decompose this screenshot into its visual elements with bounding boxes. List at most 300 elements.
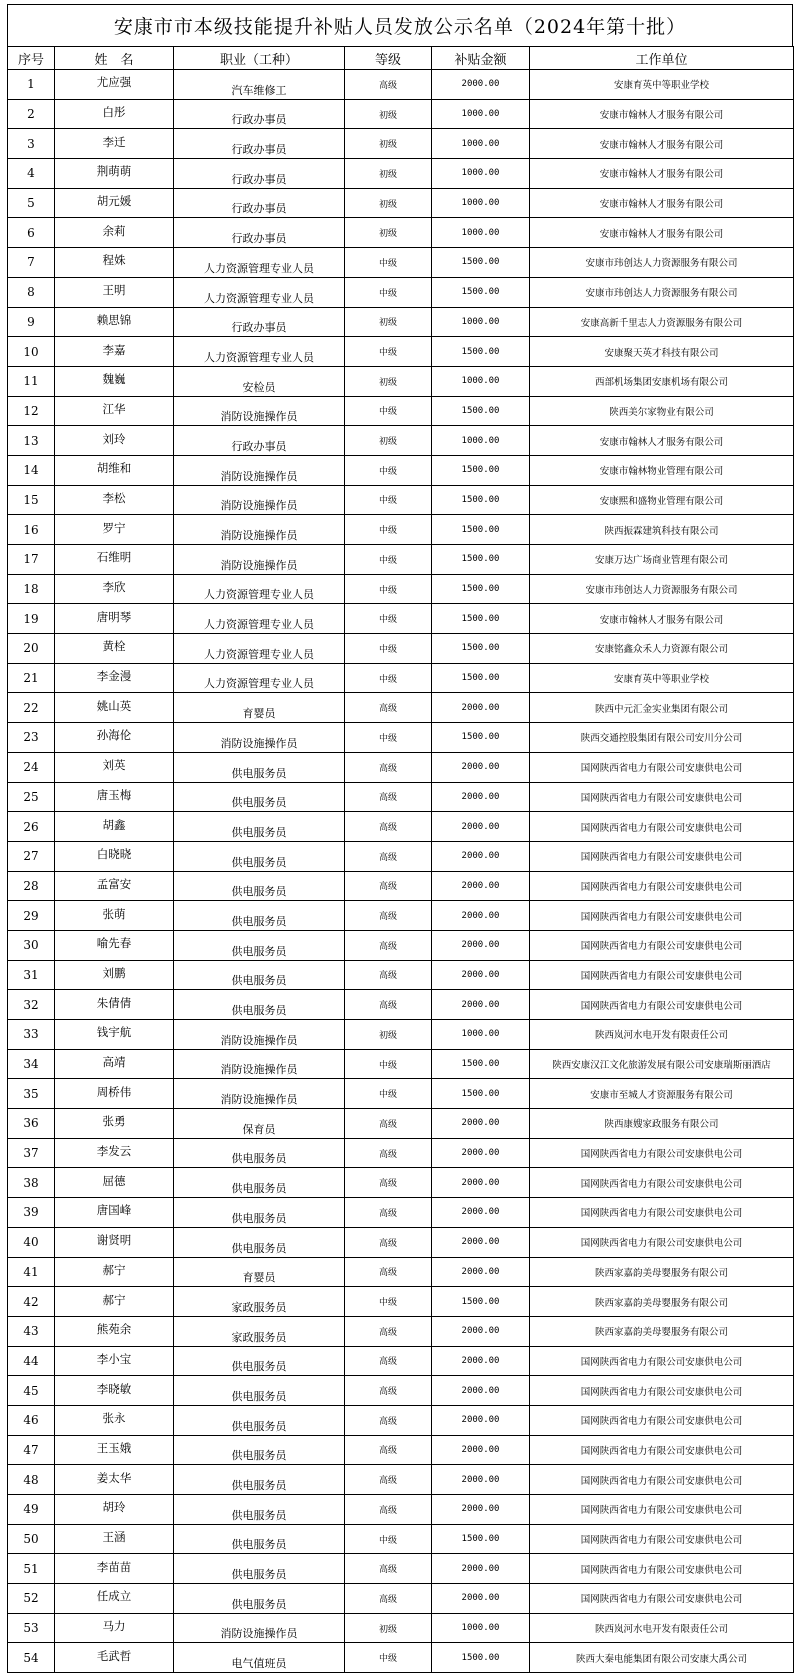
work-unit: 国网陕西省电力有限公司安康供电公司 [530,1524,794,1554]
work-unit: 国网陕西省电力有限公司安康供电公司 [530,752,794,782]
subsidy-amount: 2000.00 [432,1465,530,1495]
table-row [8,1405,794,1435]
person-name: 李发云 [55,1138,174,1168]
skill-level: 高级 [345,1198,432,1228]
work-unit: 西部机场集团安康机场有限公司 [530,366,794,396]
row-seq: 41 [8,1257,55,1287]
person-name: 王涵 [55,1524,174,1554]
subsidy-amount: 1000.00 [432,218,530,248]
occupation: 消防设施操作员 [174,1613,345,1643]
occupation: 消防设施操作员 [174,545,345,575]
skill-level: 高级 [345,1554,432,1584]
subsidy-amount: 1000.00 [432,129,530,159]
table-row [8,574,794,604]
row-seq: 54 [8,1643,55,1673]
header-occupation: 职业（工种） [174,47,345,70]
work-unit: 安康市翰林人才服务有限公司 [530,604,794,634]
row-seq: 7 [8,248,55,278]
person-name: 魏巍 [55,366,174,396]
table-row [8,1020,794,1050]
skill-level: 中级 [345,1524,432,1554]
skill-level: 中级 [345,723,432,753]
header-row [8,47,794,70]
row-seq: 3 [8,129,55,159]
skill-level: 高级 [345,693,432,723]
person-name: 黄栓 [55,634,174,664]
occupation: 供电服务员 [174,1584,345,1614]
occupation: 消防设施操作员 [174,455,345,485]
table-row [8,723,794,753]
person-name: 李松 [55,485,174,515]
subsidy-amount: 1500.00 [432,515,530,545]
person-name: 毛武哲 [55,1643,174,1673]
occupation: 供电服务员 [174,1168,345,1198]
skill-level: 初级 [345,1613,432,1643]
work-unit: 国网陕西省电力有限公司安康供电公司 [530,841,794,871]
occupation: 供电服务员 [174,752,345,782]
work-unit: 安康市玮创达人力资源服务有限公司 [530,248,794,278]
person-name: 胡维和 [55,455,174,485]
work-unit: 安康市翰林人才服务有限公司 [530,159,794,189]
subsidy-amount: 1500.00 [432,634,530,664]
skill-level: 高级 [345,901,432,931]
skill-level: 高级 [345,1465,432,1495]
subsidy-amount: 1000.00 [432,99,530,129]
row-seq: 22 [8,693,55,723]
occupation: 行政办事员 [174,188,345,218]
row-seq: 43 [8,1316,55,1346]
skill-level: 中级 [345,1079,432,1109]
subsidy-amount: 1000.00 [432,307,530,337]
skill-level: 中级 [345,248,432,278]
work-unit: 安康育英中等职业学校 [530,70,794,100]
table-row [8,515,794,545]
occupation: 消防设施操作员 [174,723,345,753]
table-row [8,693,794,723]
skill-level: 中级 [345,277,432,307]
occupation: 供电服务员 [174,1554,345,1584]
person-name: 王玉娥 [55,1435,174,1465]
skill-level: 高级 [345,1316,432,1346]
table-row [8,70,794,100]
row-seq: 35 [8,1079,55,1109]
row-seq: 46 [8,1405,55,1435]
occupation: 人力资源管理专业人员 [174,277,345,307]
subsidy-amount: 2000.00 [432,871,530,901]
subsidy-table [7,46,794,1673]
subsidy-amount: 2000.00 [432,693,530,723]
person-name: 程姝 [55,248,174,278]
work-unit: 安康铭鑫众禾人力资源有限公司 [530,634,794,664]
work-unit: 安康市翰林人才服务有限公司 [530,218,794,248]
person-name: 张永 [55,1405,174,1435]
occupation: 供电服务员 [174,990,345,1020]
row-seq: 34 [8,1049,55,1079]
subsidy-amount: 1000.00 [432,1613,530,1643]
table-row [8,485,794,515]
row-seq: 19 [8,604,55,634]
subsidy-amount: 2000.00 [432,1138,530,1168]
row-seq: 18 [8,574,55,604]
skill-level: 初级 [345,1020,432,1050]
table-row [8,901,794,931]
row-seq: 14 [8,455,55,485]
occupation: 人力资源管理专业人员 [174,604,345,634]
table-row [8,307,794,337]
person-name: 朱倩倩 [55,990,174,1020]
skill-level: 高级 [345,1227,432,1257]
subsidy-amount: 2000.00 [432,1554,530,1584]
row-seq: 13 [8,426,55,456]
skill-level: 高级 [345,1109,432,1139]
header-seq: 序号 [8,47,55,70]
table-row [8,871,794,901]
row-seq: 23 [8,723,55,753]
skill-level: 中级 [345,337,432,367]
person-name: 唐玉梅 [55,782,174,812]
work-unit: 国网陕西省电力有限公司安康供电公司 [530,1405,794,1435]
table-row [8,1376,794,1406]
occupation: 供电服务员 [174,1346,345,1376]
row-seq: 26 [8,812,55,842]
person-name: 孙海伦 [55,723,174,753]
skill-level: 高级 [345,1168,432,1198]
person-name: 石维明 [55,545,174,575]
skill-level: 高级 [345,930,432,960]
occupation: 人力资源管理专业人员 [174,574,345,604]
work-unit: 国网陕西省电力有限公司安康供电公司 [530,1138,794,1168]
work-unit: 陕西振霖建筑科技有限公司 [530,515,794,545]
skill-level: 中级 [345,574,432,604]
person-name: 唐国峰 [55,1198,174,1228]
skill-level: 中级 [345,604,432,634]
occupation: 人力资源管理专业人员 [174,248,345,278]
row-seq: 37 [8,1138,55,1168]
row-seq: 52 [8,1584,55,1614]
person-name: 姚山英 [55,693,174,723]
work-unit: 国网陕西省电力有限公司安康供电公司 [530,812,794,842]
work-unit: 国网陕西省电力有限公司安康供电公司 [530,1168,794,1198]
subsidy-amount: 2000.00 [432,752,530,782]
person-name: 荆萌萌 [55,159,174,189]
skill-level: 高级 [345,871,432,901]
skill-level: 高级 [345,990,432,1020]
subsidy-amount: 1500.00 [432,248,530,278]
subsidy-amount: 2000.00 [432,901,530,931]
skill-level: 中级 [345,634,432,664]
work-unit: 陕西中元汇金实业集团有限公司 [530,693,794,723]
subsidy-amount: 1500.00 [432,396,530,426]
work-unit: 国网陕西省电力有限公司安康供电公司 [530,930,794,960]
occupation: 行政办事员 [174,426,345,456]
skill-level: 高级 [345,841,432,871]
row-seq: 16 [8,515,55,545]
table-row [8,426,794,456]
row-seq: 24 [8,752,55,782]
row-seq: 53 [8,1613,55,1643]
table-row [8,1584,794,1614]
person-name: 胡元媛 [55,188,174,218]
row-seq: 9 [8,307,55,337]
subsidy-amount: 1500.00 [432,455,530,485]
document-title: 安康市市本级技能提升补贴人员发放公示名单（2024年第十批） [7,4,793,46]
row-seq: 27 [8,841,55,871]
occupation: 汽车维修工 [174,70,345,100]
person-name: 熊苑余 [55,1316,174,1346]
work-unit: 陕西岚河水电开发有限责任公司 [530,1020,794,1050]
skill-level: 高级 [345,812,432,842]
occupation: 供电服务员 [174,1376,345,1406]
person-name: 钱宇航 [55,1020,174,1050]
table-row [8,396,794,426]
subsidy-amount: 2000.00 [432,930,530,960]
occupation: 消防设施操作员 [174,1049,345,1079]
person-name: 屈德 [55,1168,174,1198]
row-seq: 28 [8,871,55,901]
occupation: 保育员 [174,1109,345,1139]
row-seq: 51 [8,1554,55,1584]
table-row [8,1287,794,1317]
person-name: 王明 [55,277,174,307]
table-header [8,47,794,70]
person-name: 江华 [55,396,174,426]
skill-level: 中级 [345,396,432,426]
subsidy-amount: 1500.00 [432,485,530,515]
subsidy-amount: 2000.00 [432,1346,530,1376]
skill-level: 中级 [345,1287,432,1317]
work-unit: 安康育英中等职业学校 [530,663,794,693]
person-name: 李迁 [55,129,174,159]
person-name: 刘玲 [55,426,174,456]
skill-level: 高级 [345,70,432,100]
occupation: 供电服务员 [174,1138,345,1168]
skill-level: 初级 [345,99,432,129]
work-unit: 国网陕西省电力有限公司安康供电公司 [530,1465,794,1495]
skill-level: 高级 [345,1138,432,1168]
table-row [8,1613,794,1643]
person-name: 余莉 [55,218,174,248]
person-name: 李欣 [55,574,174,604]
row-seq: 50 [8,1524,55,1554]
work-unit: 国网陕西省电力有限公司安康供电公司 [530,1346,794,1376]
work-unit: 陕西大秦电能集团有限公司安康大禹公司 [530,1643,794,1673]
table-row [8,1049,794,1079]
skill-level: 中级 [345,1049,432,1079]
skill-level: 初级 [345,426,432,456]
skill-level: 高级 [345,1405,432,1435]
occupation: 行政办事员 [174,218,345,248]
skill-level: 高级 [345,752,432,782]
row-seq: 31 [8,960,55,990]
subsidy-amount: 1500.00 [432,1079,530,1109]
work-unit: 陕西交通控股集团有限公司安川分公司 [530,723,794,753]
table-row [8,99,794,129]
subsidy-amount: 1500.00 [432,723,530,753]
work-unit: 陕西家嘉韵美母婴服务有限公司 [530,1287,794,1317]
row-seq: 49 [8,1495,55,1525]
row-seq: 48 [8,1465,55,1495]
occupation: 行政办事员 [174,307,345,337]
subsidy-amount: 1500.00 [432,545,530,575]
subsidy-list-sheet [7,4,793,1673]
occupation: 行政办事员 [174,159,345,189]
table-row [8,1495,794,1525]
work-unit: 陕西康嫂家政服务有限公司 [530,1109,794,1139]
skill-level: 中级 [345,455,432,485]
subsidy-amount: 2000.00 [432,960,530,990]
occupation: 供电服务员 [174,871,345,901]
table-row [8,1435,794,1465]
person-name: 尤应强 [55,70,174,100]
occupation: 行政办事员 [174,99,345,129]
row-seq: 5 [8,188,55,218]
skill-level: 高级 [345,1584,432,1614]
subsidy-amount: 2000.00 [432,1257,530,1287]
table-row [8,1346,794,1376]
row-seq: 1 [8,70,55,100]
subsidy-amount: 1500.00 [432,574,530,604]
subsidy-amount: 2000.00 [432,1405,530,1435]
person-name: 李小宝 [55,1346,174,1376]
table-row [8,752,794,782]
skill-level: 中级 [345,485,432,515]
table-row [8,812,794,842]
work-unit: 陕西安康汉江文化旅游发展有限公司安康瑞斯丽酒店 [530,1049,794,1079]
occupation: 家政服务员 [174,1316,345,1346]
row-seq: 21 [8,663,55,693]
subsidy-amount: 2000.00 [432,1316,530,1346]
person-name: 刘英 [55,752,174,782]
table-row [8,1227,794,1257]
occupation: 供电服务员 [174,782,345,812]
person-name: 张勇 [55,1109,174,1139]
occupation: 供电服务员 [174,1405,345,1435]
person-name: 李嘉 [55,337,174,367]
row-seq: 45 [8,1376,55,1406]
skill-level: 初级 [345,307,432,337]
work-unit: 陕西家嘉韵美母婴服务有限公司 [530,1316,794,1346]
row-seq: 20 [8,634,55,664]
subsidy-amount: 1500.00 [432,277,530,307]
subsidy-amount: 2000.00 [432,812,530,842]
row-seq: 12 [8,396,55,426]
table-row [8,277,794,307]
row-seq: 8 [8,277,55,307]
person-name: 胡鑫 [55,812,174,842]
skill-level: 中级 [345,515,432,545]
subsidy-amount: 1000.00 [432,366,530,396]
table-row [8,1643,794,1673]
subsidy-amount: 1000.00 [432,426,530,456]
subsidy-amount: 1500.00 [432,337,530,367]
table-row [8,782,794,812]
subsidy-amount: 1500.00 [432,604,530,634]
table-row [8,930,794,960]
skill-level: 中级 [345,545,432,575]
skill-level: 中级 [345,663,432,693]
table-row [8,663,794,693]
work-unit: 安康市玮创达人力资源服务有限公司 [530,277,794,307]
occupation: 供电服务员 [174,960,345,990]
work-unit: 国网陕西省电力有限公司安康供电公司 [530,1227,794,1257]
subsidy-amount: 1500.00 [432,1049,530,1079]
table-row [8,1554,794,1584]
person-name: 马力 [55,1613,174,1643]
occupation: 消防设施操作员 [174,396,345,426]
header-amount: 补贴金额 [432,47,530,70]
occupation: 供电服务员 [174,1465,345,1495]
row-seq: 17 [8,545,55,575]
table-row [8,455,794,485]
work-unit: 国网陕西省电力有限公司安康供电公司 [530,960,794,990]
table-row [8,159,794,189]
table-row [8,1465,794,1495]
occupation: 育婴员 [174,1257,345,1287]
person-name: 孟富安 [55,871,174,901]
table-row [8,1524,794,1554]
work-unit: 陕西家嘉韵美母婴服务有限公司 [530,1257,794,1287]
work-unit: 安康市玮创达人力资源服务有限公司 [530,574,794,604]
work-unit: 安康市翰林物业管理有限公司 [530,455,794,485]
occupation: 消防设施操作员 [174,515,345,545]
row-seq: 40 [8,1227,55,1257]
table-row [8,1138,794,1168]
row-seq: 15 [8,485,55,515]
person-name: 刘鹏 [55,960,174,990]
occupation: 人力资源管理专业人员 [174,663,345,693]
person-name: 高靖 [55,1049,174,1079]
skill-level: 初级 [345,188,432,218]
table-row [8,218,794,248]
occupation: 人力资源管理专业人员 [174,337,345,367]
person-name: 姜太华 [55,1465,174,1495]
subsidy-amount: 2000.00 [432,1227,530,1257]
occupation: 消防设施操作员 [174,1020,345,1050]
table-row [8,990,794,1020]
person-name: 李金漫 [55,663,174,693]
occupation: 供电服务员 [174,1227,345,1257]
table-row [8,188,794,218]
occupation: 供电服务员 [174,812,345,842]
work-unit: 国网陕西省电力有限公司安康供电公司 [530,1435,794,1465]
person-name: 白彤 [55,99,174,129]
subsidy-amount: 2000.00 [432,70,530,100]
row-seq: 36 [8,1109,55,1139]
occupation: 电气值班员 [174,1643,345,1673]
person-name: 罗宁 [55,515,174,545]
person-name: 郝宁 [55,1287,174,1317]
work-unit: 安康市翰林人才服务有限公司 [530,129,794,159]
subsidy-amount: 2000.00 [432,1168,530,1198]
person-name: 白晓晓 [55,841,174,871]
work-unit: 安康高新千里志人力资源服务有限公司 [530,307,794,337]
subsidy-amount: 1000.00 [432,1020,530,1050]
skill-level: 高级 [345,1257,432,1287]
row-seq: 33 [8,1020,55,1050]
skill-level: 中级 [345,1643,432,1673]
table-row [8,545,794,575]
occupation: 消防设施操作员 [174,485,345,515]
person-name: 郝宁 [55,1257,174,1287]
work-unit: 国网陕西省电力有限公司安康供电公司 [530,782,794,812]
occupation: 消防设施操作员 [174,1079,345,1109]
header-name: 姓 名 [55,47,174,70]
header-work-unit: 工作单位 [530,47,794,70]
row-seq: 6 [8,218,55,248]
person-name: 谢贤明 [55,1227,174,1257]
occupation: 人力资源管理专业人员 [174,634,345,664]
table-body [8,70,794,1673]
